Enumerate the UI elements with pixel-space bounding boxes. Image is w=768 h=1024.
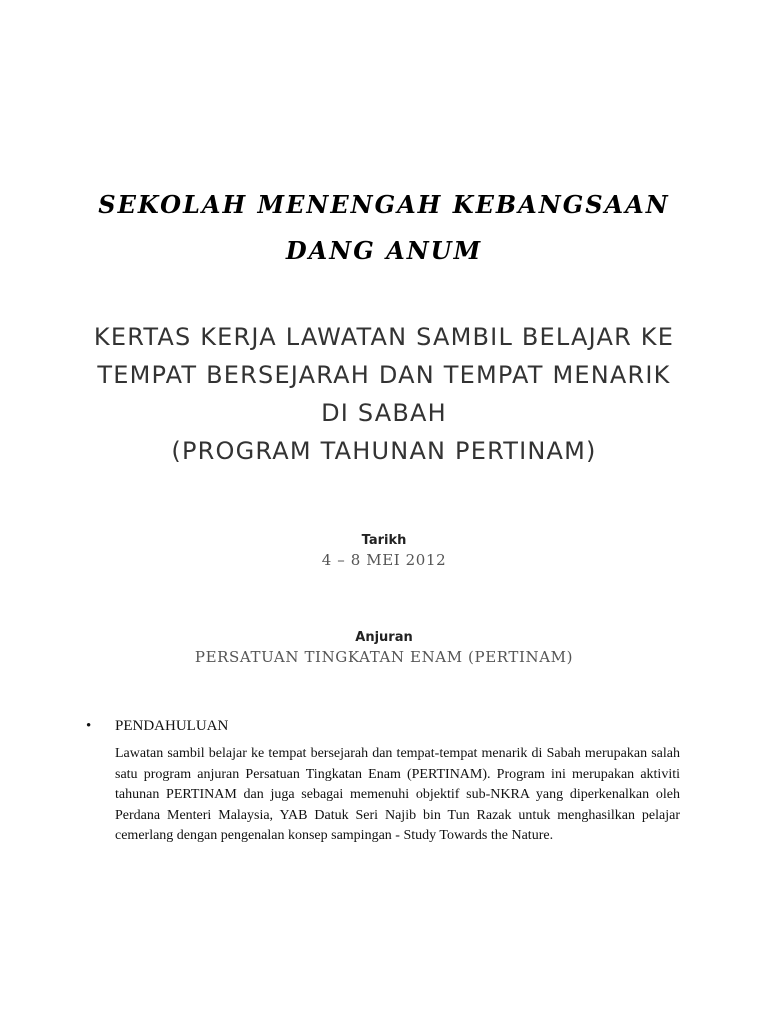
date-block	[0, 532, 768, 570]
introduction-section	[86, 716, 680, 847]
bullet-icon: •	[86, 718, 92, 734]
organizer-block	[0, 629, 768, 667]
date-value: 4 – 8 MEI 2012	[321, 551, 447, 569]
paper-title-line: (PROGRAM TAHUNAN PERTINAM)	[171, 437, 597, 465]
paper-title	[70, 318, 698, 470]
paper-title-line: DI SABAH	[321, 399, 447, 427]
paper-title-line: KERTAS KERJA LAWATAN SAMBIL BELAJAR KE	[93, 323, 675, 351]
organizer-value: PERSATUAN TINGKATAN ENAM (PERTINAM)	[194, 648, 574, 666]
date-label: Tarikh	[361, 533, 407, 548]
introduction-heading-row	[86, 716, 680, 736]
organizer-label: Anjuran	[355, 630, 413, 645]
paper-title-line: TEMPAT BERSEJARAH DAN TEMPAT MENARIK	[97, 361, 671, 389]
school-title: SEKOLAH MENENGAH KEBANGSAAN DANG ANUM	[98, 190, 670, 265]
introduction-body: Lawatan sambil belajar ke tempat bersejarah dan tempat-tempat menarik di Sabah merupakan salah satu program anjuran Persatuan Tingkatan Enam (PERTINAM). Program ini merupakan aktiviti tahunan PERTINAM dan juga sebagai memenuhi objektif sub-NKRA yang diperkenalkan oleh Perdana Menteri Malaysia, YAB Datuk Seri Najib bin Tun Razak untuk menghasilkan pelajar cemerlang dengan pengenalan konsep sampingan - Study Towards the Nature.	[115, 746, 680, 843]
introduction-heading: PENDAHULUAN	[115, 718, 229, 734]
